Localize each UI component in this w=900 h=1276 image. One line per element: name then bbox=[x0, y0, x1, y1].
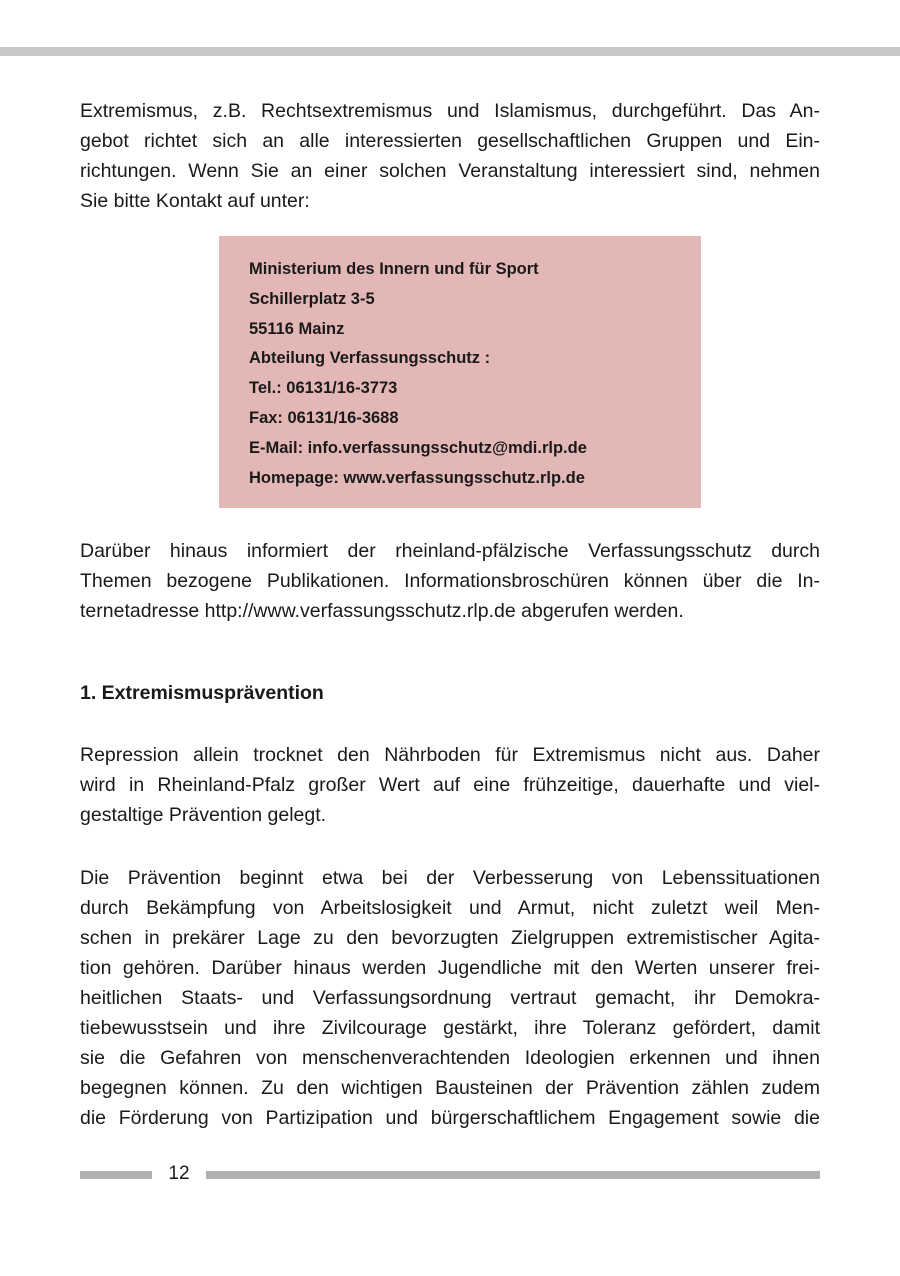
text-line: gestaltige Prävention gelegt. bbox=[80, 804, 327, 826]
contact-street: Schillerplatz 3-5 bbox=[249, 289, 375, 308]
header-rule bbox=[0, 47, 900, 56]
contact-org: Ministerium des Innern und für Sport bbox=[249, 260, 539, 278]
text-line: sie die Gefahren von menschenverachtenden Ideologien erkennen und ihnen bbox=[80, 1047, 820, 1069]
text-line: heitlichen Staats- und Verfassungsordnung vertraut gemacht, ihr Demokra- bbox=[80, 987, 820, 1009]
intro-paragraph bbox=[80, 96, 820, 216]
text-line: durch Bekämpfung von Arbeitslosigkeit und Armut, nicht zuletzt weil Men- bbox=[80, 897, 820, 919]
text-line: tiebewusstsein und ihre Zivilcourage gestärkt, ihre Toleranz gefördert, damit bbox=[80, 1017, 820, 1039]
contact-box bbox=[219, 236, 701, 508]
text-line: ternetadresse http://www.verfassungsschutz.rlp.de abgerufen werden. bbox=[80, 600, 684, 622]
text-line: schen in prekärer Lage zu den bevorzugten Zielgruppen extremistischer Agita- bbox=[80, 927, 820, 949]
text-line: richtungen. Wenn Sie an einer solchen Veranstaltung interessiert sind, nehmen bbox=[80, 160, 820, 182]
contact-department: Abteilung Verfassungsschutz : bbox=[249, 349, 491, 368]
text-line: Themen bezogene Publikationen. Informationsbroschüren können über die In- bbox=[80, 570, 820, 592]
text-line: Extremismus, z.B. Rechtsextremismus und Islamismus, durchgeführt. Das An- bbox=[80, 100, 820, 122]
text-line: Sie bitte Kontakt auf unter: bbox=[80, 190, 310, 212]
text-line: gebot richtet sich an alle interessierten gesellschaftlichen Gruppen und Ein- bbox=[80, 130, 820, 152]
contact-email: E-Mail: info.verfassungsschutz@mdi.rlp.de bbox=[249, 438, 587, 457]
contact-tel: Tel.: 06131/16-3773 bbox=[249, 379, 398, 398]
contact-fax: Fax: 06131/16-3688 bbox=[249, 408, 399, 427]
contact-homepage: Homepage: www.verfassungsschutz.rlp.de bbox=[249, 468, 585, 487]
text-line: Darüber hinaus informiert der rheinland-pfälzische Verfassungsschutz durch bbox=[80, 540, 820, 562]
text-line: tion gehören. Darüber hinaus werden Jugendliche mit den Werten unserer frei- bbox=[80, 957, 820, 979]
footer-rule-left bbox=[80, 1171, 152, 1179]
text-line: Repression allein trocknet den Nährboden für Extremismus nicht aus. Daher bbox=[80, 744, 820, 766]
contact-city: 55116 Mainz bbox=[249, 319, 345, 338]
text-line: begegnen können. Zu den wichtigen Bausteinen der Prävention zählen zudem bbox=[80, 1077, 820, 1099]
section-heading: 1. Extremismusprävention bbox=[80, 682, 324, 704]
text-line: wird in Rheinland-Pfalz großer Wert auf eine frühzeitige, dauerhafte und viel- bbox=[80, 774, 820, 796]
footer-rule-right bbox=[206, 1171, 820, 1179]
prevention-paragraph-2 bbox=[80, 863, 820, 1133]
prevention-paragraph-1 bbox=[80, 740, 820, 830]
publications-paragraph bbox=[80, 536, 820, 626]
text-line: Die Prävention beginnt etwa bei der Verbesserung von Lebenssituationen bbox=[80, 867, 820, 889]
page-number: 12 bbox=[168, 1163, 190, 1184]
text-line: die Förderung von Partizipation und bürgerschaftlichem Engagement sowie die bbox=[80, 1107, 820, 1129]
